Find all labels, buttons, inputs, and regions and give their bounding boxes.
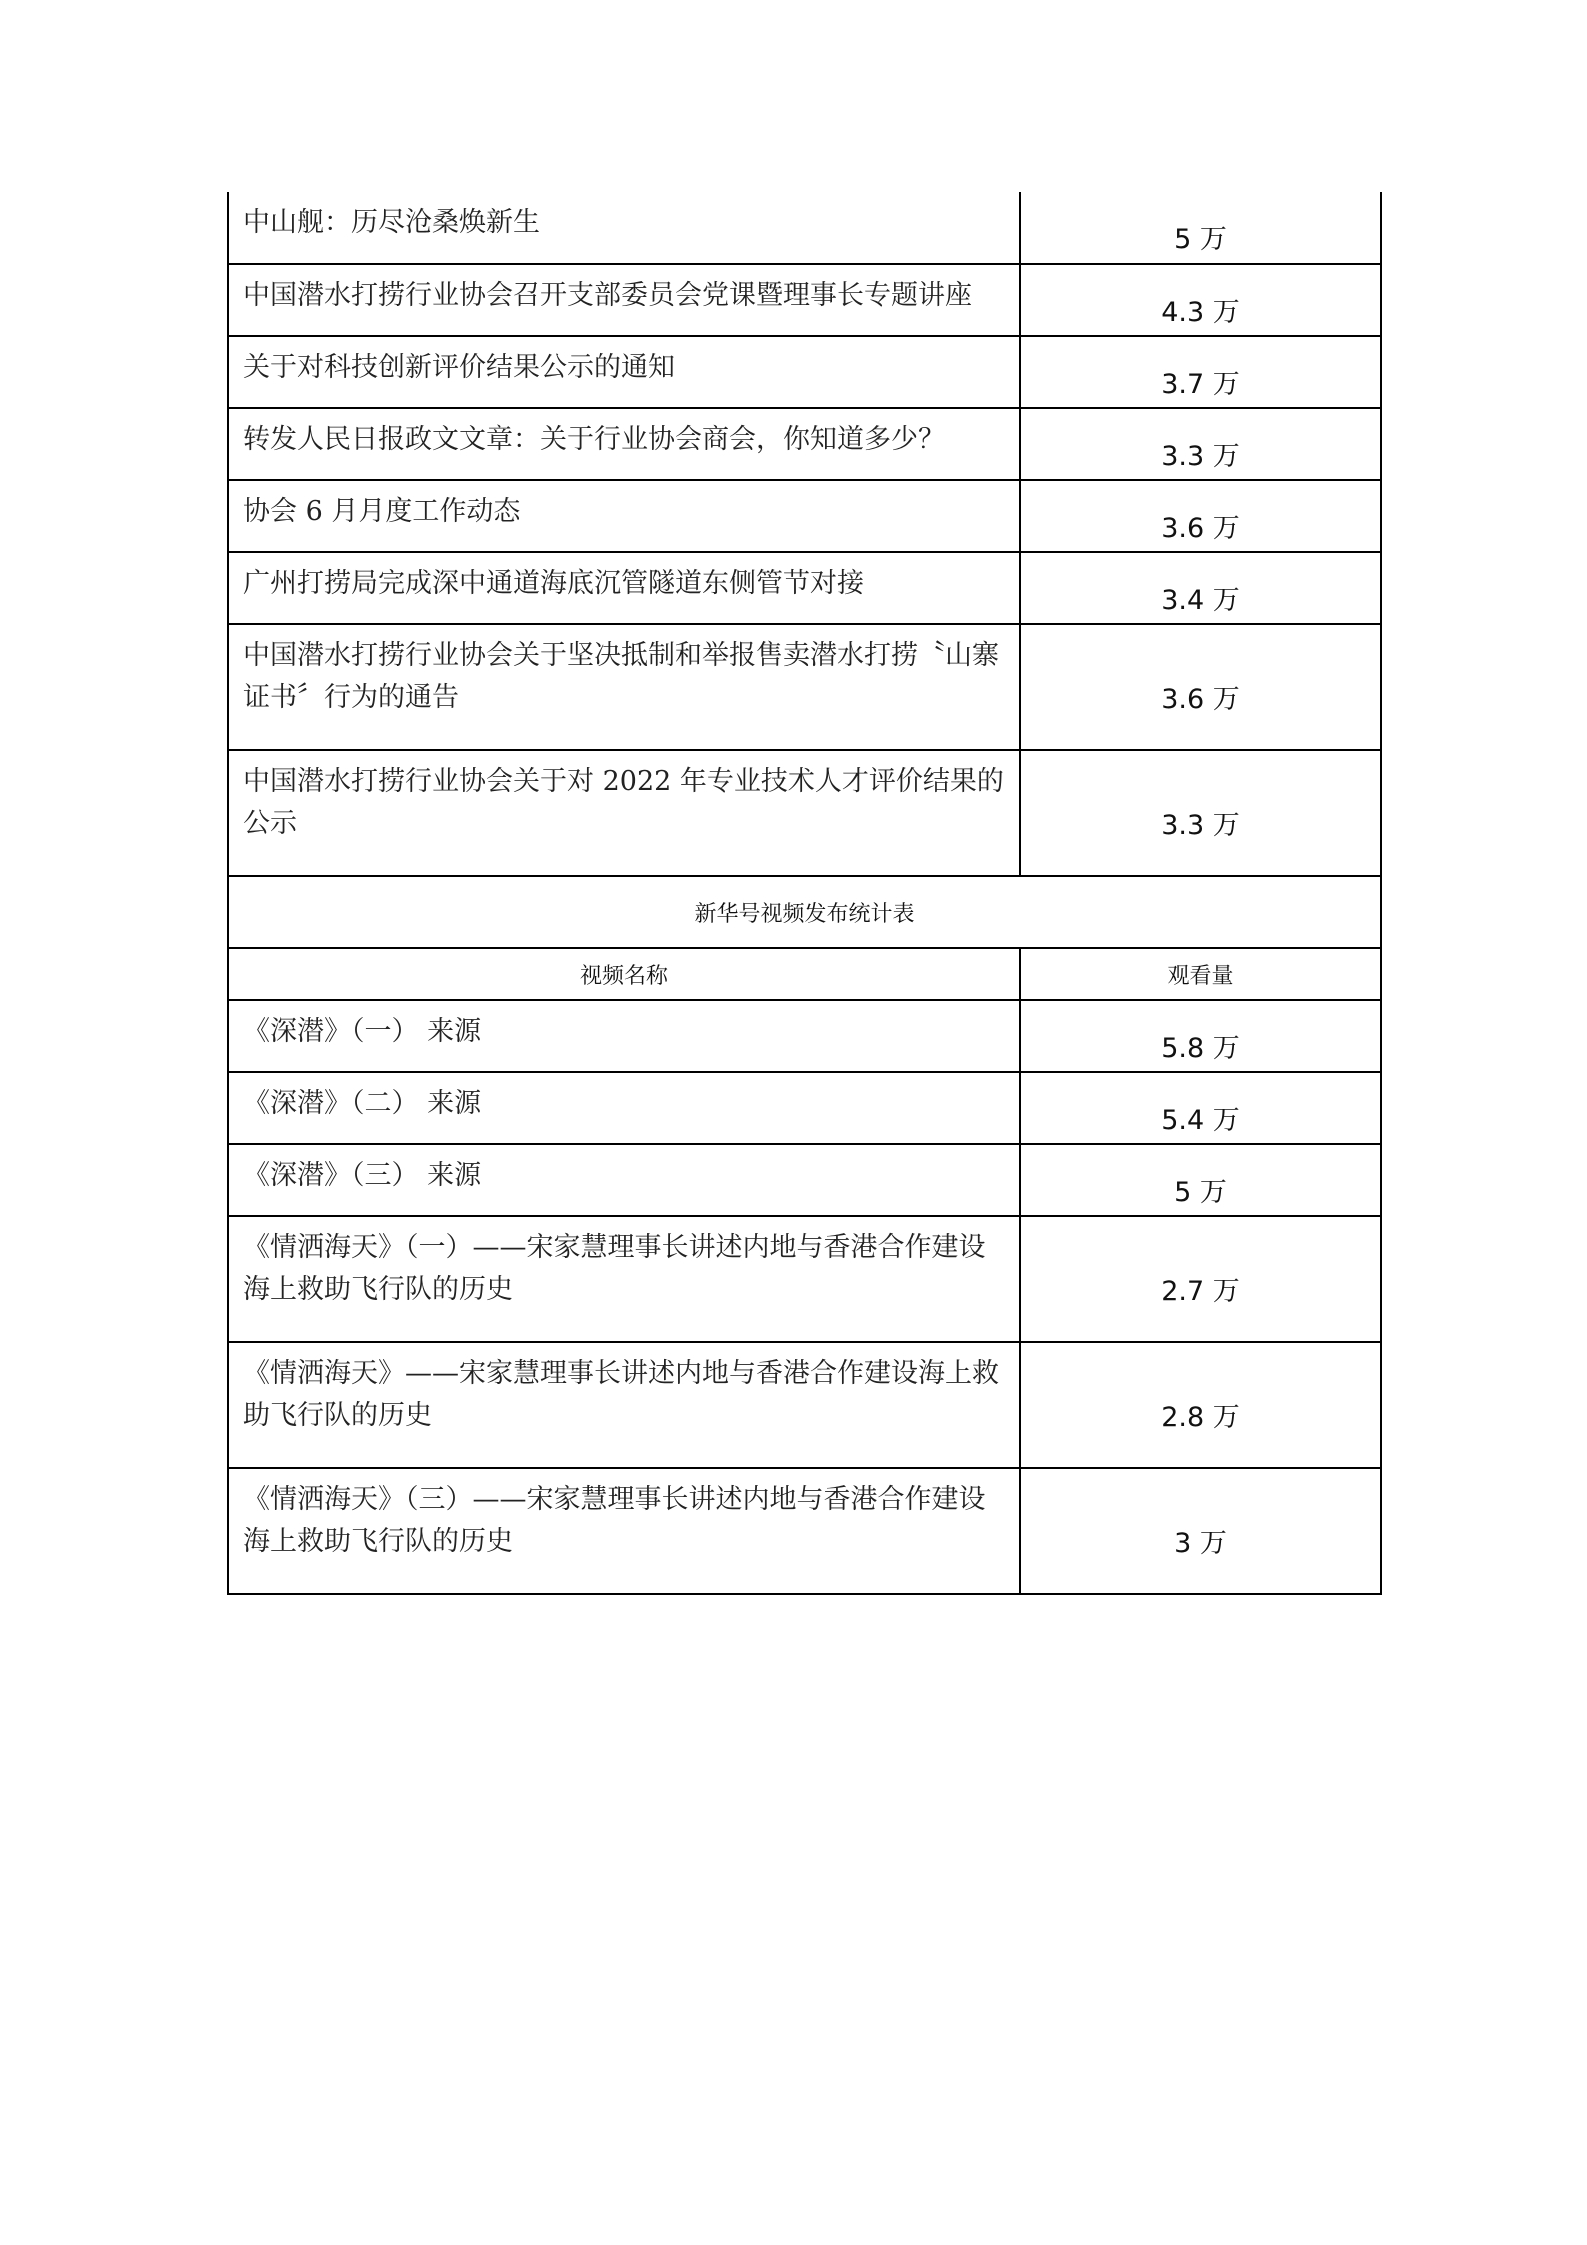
table-row <box>228 264 1381 336</box>
video-views: 2.7 万 <box>1020 1216 1381 1342</box>
video-title: 《情洒海天》——宋家慧理事长讲述内地与香港合作建设海上救助飞行队的历史 <box>228 1342 1020 1468</box>
article-title: 协会 6 月月度工作动态 <box>228 480 1020 552</box>
table-row <box>228 1072 1381 1144</box>
video-title: 《深潜》（一） 来源 <box>228 1000 1020 1072</box>
table-row <box>228 192 1381 264</box>
video-views: 5.4 万 <box>1020 1072 1381 1144</box>
table-row <box>228 1144 1381 1216</box>
table-row <box>228 1468 1381 1594</box>
table-row <box>228 336 1381 408</box>
article-views: 3.3 万 <box>1020 750 1381 876</box>
column-header-views: 观看量 <box>1020 948 1381 1000</box>
article-views: 3.3 万 <box>1020 408 1381 480</box>
section-title-row <box>228 876 1381 948</box>
article-views: 4.3 万 <box>1020 264 1381 336</box>
article-title: 关于对科技创新评价结果公示的通知 <box>228 336 1020 408</box>
table-row <box>228 408 1381 480</box>
statistics-table <box>227 192 1382 1595</box>
table-row <box>228 750 1381 876</box>
table-header-row <box>228 948 1381 1000</box>
table-row <box>228 1000 1381 1072</box>
article-views: 3.6 万 <box>1020 624 1381 750</box>
article-title: 中国潜水打捞行业协会召开支部委员会党课暨理事长专题讲座 <box>228 264 1020 336</box>
article-views: 3.7 万 <box>1020 336 1381 408</box>
video-title: 《情洒海天》（三）——宋家慧理事长讲述内地与香港合作建设海上救助飞行队的历史 <box>228 1468 1020 1594</box>
table-row <box>228 552 1381 624</box>
table-row <box>228 624 1381 750</box>
article-title: 中山舰：历尽沧桑焕新生 <box>228 192 1020 264</box>
video-views: 5 万 <box>1020 1144 1381 1216</box>
video-title: 《情洒海天》（一）——宋家慧理事长讲述内地与香港合作建设海上救助飞行队的历史 <box>228 1216 1020 1342</box>
article-views: 3.6 万 <box>1020 480 1381 552</box>
video-views: 2.8 万 <box>1020 1342 1381 1468</box>
table-row <box>228 1342 1381 1468</box>
section-title: 新华号视频发布统计表 <box>228 876 1381 948</box>
article-views: 5 万 <box>1020 192 1381 264</box>
table-row <box>228 480 1381 552</box>
article-views: 3.4 万 <box>1020 552 1381 624</box>
article-title: 中国潜水打捞行业协会关于坚决抵制和举报售卖潜水打捞〝山寨证书〞行为的通告 <box>228 624 1020 750</box>
article-title: 广州打捞局完成深中通道海底沉管隧道东侧管节对接 <box>228 552 1020 624</box>
column-header-name: 视频名称 <box>228 948 1020 1000</box>
article-title: 转发人民日报政文文章：关于行业协会商会，你知道多少？ <box>228 408 1020 480</box>
article-title: 中国潜水打捞行业协会关于对 2022 年专业技术人才评价结果的公示 <box>228 750 1020 876</box>
table-row <box>228 1216 1381 1342</box>
video-views: 3 万 <box>1020 1468 1381 1594</box>
video-views: 5.8 万 <box>1020 1000 1381 1072</box>
video-title: 《深潜》（二） 来源 <box>228 1072 1020 1144</box>
video-title: 《深潜》（三） 来源 <box>228 1144 1020 1216</box>
